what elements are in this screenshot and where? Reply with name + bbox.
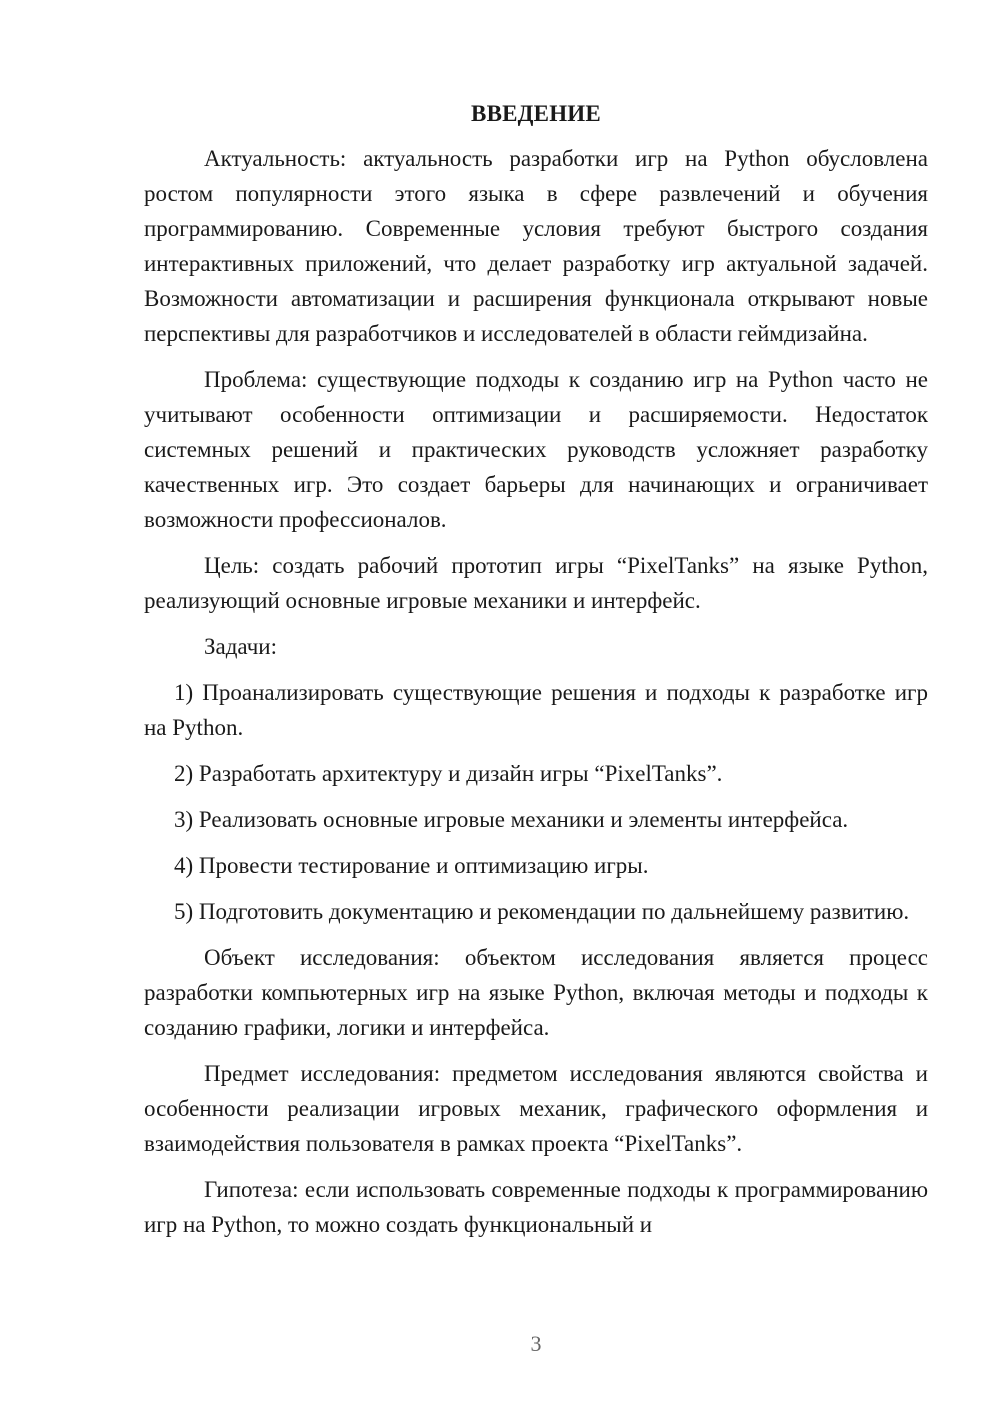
paragraph-hypothesis: Гипотеза: если использовать современные подходы к программированию игр на Python, то можно создать функциональный и [144, 1177, 928, 1237]
page-content [144, 96, 928, 1253]
paragraph-relevance: Актуальность: актуальность разработки игр на Python обусловлена ростом популярности этого языка в сфере развлечений и обучения программированию. Современные условия требуют быстрого создания интерактивных приложений, что делает разработку игр актуальной задачей. Возможности автоматизации и расширения функционала открывают новые перспективы для разработчиков и исследователей в области геймдизайна. [144, 146, 928, 346]
task-item: 3) Реализовать основные игровые механики и элементы интерфейса. [174, 807, 849, 832]
page-number: 3 [530, 1331, 542, 1356]
paragraph-object: Объект исследования: объектом исследования является процесс разработки компьютерных игр на языке Python, включая методы и подходы к созданию графики, логики и интерфейса. [144, 945, 928, 1040]
paragraph-subject: Предмет исследования: предметом исследования являются свойства и особенности реализации игровых механик, графического оформления и взаимодействия пользователя в рамках проекта “PixelTanks”. [144, 1061, 928, 1156]
paragraph-goal: Цель: создать рабочий прототип игры “PixelTanks” на языке Python, реализующий основные игровые механики и интерфейс. [144, 553, 928, 613]
task-item: 4) Провести тестирование и оптимизацию игры. [174, 853, 649, 878]
task-item: 5) Подготовить документацию и рекомендации по дальнейшему развитию. [174, 899, 910, 924]
task-item: 2) Разработать архитектуру и дизайн игры “PixelTanks”. [174, 761, 723, 786]
section-heading: ВВЕДЕНИЕ [471, 101, 601, 126]
tasks-label: Задачи: [204, 634, 277, 659]
paragraph-problem: Проблема: существующие подходы к созданию игр на Python часто не учитывают особенности оптимизации и расширяемости. Недостаток системных решений и практических руководств усложняет разработку качественных игр. Это создает барьеры для начинающих и ограничивает возможности профессионалов. [144, 367, 928, 532]
task-item: 1) Проанализировать существующие решения и подходы к разработке игр на Python. [144, 680, 928, 740]
